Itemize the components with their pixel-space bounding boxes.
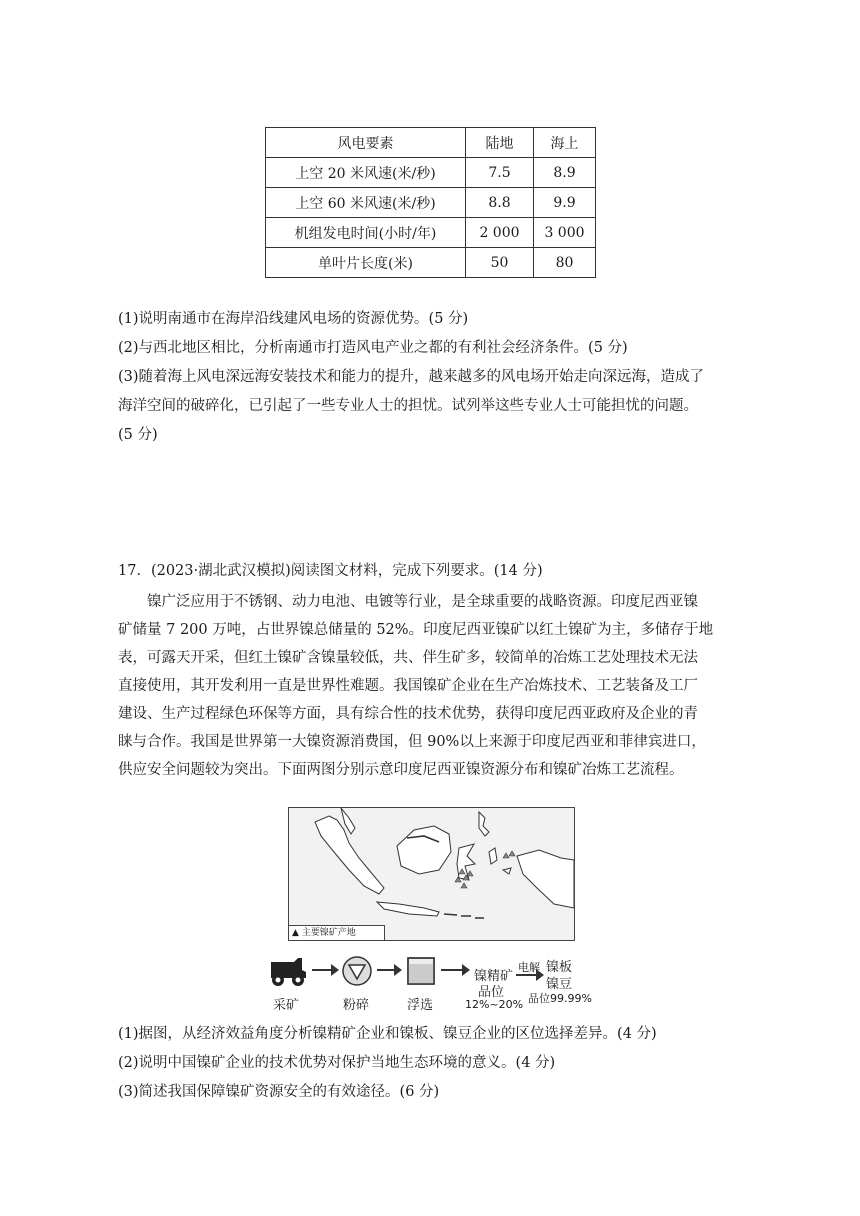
mining-truck-icon [268, 954, 308, 988]
table-cell: 7.5 [466, 158, 534, 188]
table-cell: 3 000 [534, 218, 596, 248]
table-row [266, 158, 596, 188]
table-header-cell: 风电要素 [266, 128, 466, 158]
flow-concentrate-grade: 12%~20% [465, 998, 524, 1011]
arrowhead-icon [462, 964, 470, 976]
table-cell: 80 [534, 248, 596, 278]
map-legend: ▲ 主要镍矿产地 [289, 925, 385, 940]
flotation-tank-icon [406, 956, 436, 986]
table-row [266, 218, 596, 248]
q17-subquestion-1: (1)据图，从经济效益角度分析镍精矿企业和镍板、镍豆企业的区位选择差异。(4 分) [118, 1026, 657, 1042]
table-cell: 50 [466, 248, 534, 278]
flow-electrolysis-label: 电解 [518, 961, 540, 974]
arrowhead-icon [331, 964, 339, 976]
table-header-row [266, 128, 596, 158]
table-header-cell: 海上 [534, 128, 596, 158]
flow-step-nickel-bean: 镍豆 [546, 977, 573, 992]
q17-paragraph-line: 建设、生产过程绿色环保等方面，具有综合性的技术优势，获得印度尼西亚政府及企业的青 [118, 706, 698, 722]
table-cell: 8.8 [466, 188, 534, 218]
table-row [266, 248, 596, 278]
flow-step-concentrate: 镍精矿 [474, 969, 514, 984]
q16-subquestion-1: (1)说明南通市在海岸沿线建风电场的资源优势。(5 分) [118, 311, 469, 327]
q17-subquestion-2: (2)说明中国镍矿企业的技术优势对保护当地生态环境的意义。(4 分) [118, 1055, 556, 1071]
q17-paragraph-line: 供应安全问题较为突出。下面两图分别示意印度尼西亚镍资源分布和镍矿冶炼工艺流程。 [118, 762, 684, 778]
flow-final-grade: 品位99.99% [528, 992, 592, 1005]
table-cell: 上空 20 米风速(米/秒) [266, 158, 466, 188]
table-row [266, 188, 596, 218]
flow-step-nickel-plate: 镍板 [546, 960, 573, 975]
table-cell: 机组发电时间(小时/年) [266, 218, 466, 248]
arrow-icon [516, 974, 538, 976]
arrowhead-icon [536, 969, 544, 981]
q17-paragraph-line: 直接使用，其开发利用一直是世界性难题。我国镍矿企业在生产冶炼技术、工艺装备及工厂 [118, 678, 698, 694]
q16-subquestion-3-line3: (5 分) [118, 427, 158, 443]
q16-subquestion-3-line1: (3)随着海上风电深远海安装技术和能力的提升，越来越多的风电场开始走向深远海，造成了 [118, 369, 705, 385]
arrowhead-icon [394, 964, 402, 976]
crusher-icon [341, 955, 373, 987]
indonesia-nickel-map [288, 807, 575, 941]
q16-subquestion-2: (2)与西北地区相比，分析南通市打造风电产业之都的有利社会经济条件。(5 分) [118, 340, 628, 356]
flow-concentrate-grade-label: 品位 [478, 985, 505, 1000]
wind-factors-table [265, 127, 596, 278]
q17-title: 17．(2023·湖北武汉模拟)阅读图文材料，完成下列要求。(14 分) [118, 563, 543, 579]
q17-paragraph-line: 镍广泛应用于不锈钢、动力电池、电镀等行业，是全球重要的战略资源。印度尼西亚镍 [147, 594, 698, 610]
flow-step-crushing: 粉碎 [343, 998, 370, 1013]
table-cell: 2 000 [466, 218, 534, 248]
table-cell: 8.9 [534, 158, 596, 188]
q17-paragraph-line: 表，可露天开采，但红土镍矿含镍量较低，共、伴生矿多，较简单的冶炼工艺处理技术无法 [118, 650, 698, 666]
q16-subquestion-3-line2: 海洋空间的破碎化，已引起了一些专业人士的担忧。试列举这些专业人士可能担忧的问题。 [118, 398, 698, 414]
q17-paragraph-line: 睐与合作。我国是世界第一大镍资源消费国，但 90%以上来源于印度尼西亚和菲律宾进口， [118, 734, 706, 750]
flow-step-mining: 采矿 [273, 998, 300, 1013]
table-header-cell: 陆地 [466, 128, 534, 158]
table-cell: 9.9 [534, 188, 596, 218]
table-cell: 单叶片长度(米) [266, 248, 466, 278]
q17-subquestion-3: (3)简述我国保障镍矿资源安全的有效途径。(6 分) [118, 1084, 440, 1100]
map-drawing [289, 808, 574, 940]
flow-step-flotation: 浮选 [407, 998, 434, 1013]
table-cell: 上空 60 米风速(米/秒) [266, 188, 466, 218]
q17-paragraph-line: 矿储量 7 200 万吨，占世界镍总储量的 52%。印度尼西亚镍矿以红土镍矿为主，多储存于地 [118, 622, 714, 638]
